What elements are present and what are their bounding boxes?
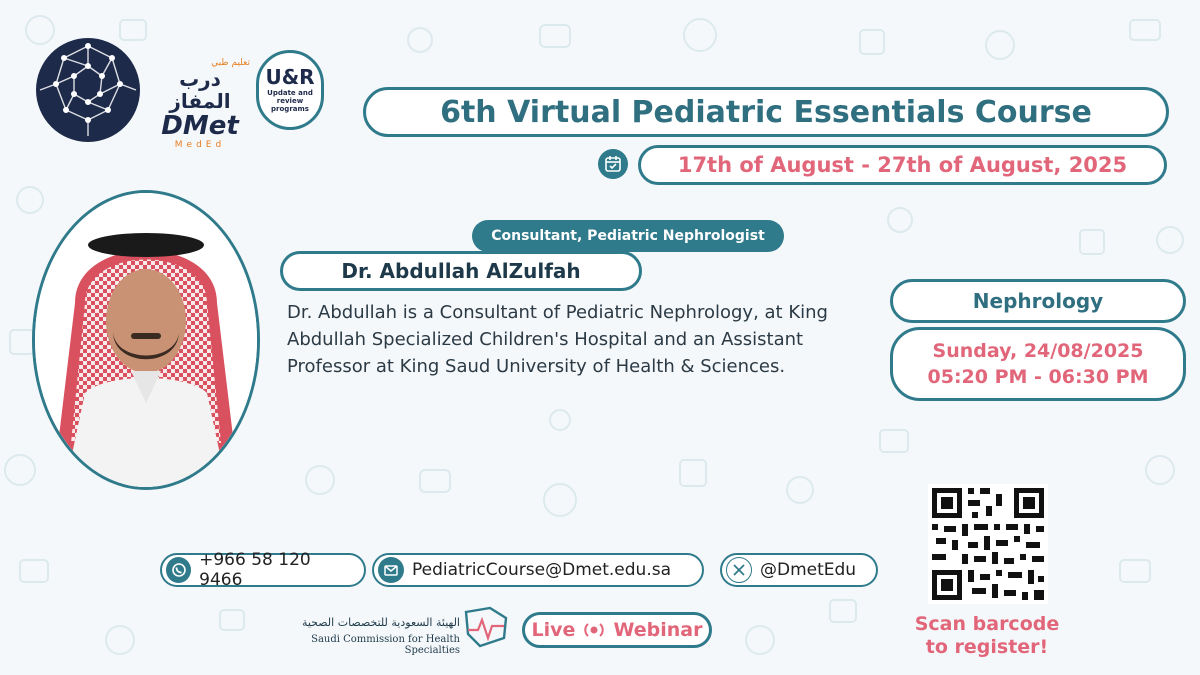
live-webinar-badge: [522, 612, 712, 648]
qr-code[interactable]: [928, 484, 1048, 604]
dmet-name: DMet: [161, 111, 239, 141]
course-dates-text: 17th of August - 27th of August, 2025: [677, 153, 1128, 177]
x-twitter-icon: [726, 557, 752, 583]
course-dates: [638, 145, 1167, 185]
speaker-photo: [32, 190, 260, 490]
dmet-arabic-small: تعليم طبي: [211, 58, 250, 68]
dmet-globe-logo: [34, 36, 142, 144]
speaker-role: [472, 220, 784, 252]
session-topic: [890, 279, 1186, 323]
email-contact[interactable]: [372, 553, 704, 587]
speaker-bio: Dr. Abdullah is a Consultant of Pediatric Nephrology, at King Abdullah Specialized Children's Hospital and an Assistant Professor at King Saud University of Health & Sciences.: [287, 302, 828, 377]
scfhs-english: Saudi Commission for Health Specialties: [311, 634, 460, 656]
speaker-role-text: Consultant, Pediatric Nephrologist: [491, 228, 765, 244]
qr-caption-line2: to register!: [925, 636, 1049, 658]
dmet-arabic: درب المفاز: [169, 67, 231, 113]
ur-sub: Update and review programs: [267, 89, 313, 113]
social-text: @DmetEdu: [760, 560, 857, 580]
email-text: PediatricCourse@Dmet.edu.sa: [412, 560, 671, 580]
live-text: Live: [531, 619, 576, 641]
session-datetime: [890, 327, 1186, 401]
qr-caption-line1: Scan barcode: [914, 613, 1060, 635]
qr-caption: [898, 613, 1076, 659]
mail-icon: [378, 557, 404, 583]
ur-title: U&R: [265, 65, 315, 89]
scfhs-logo: [262, 604, 516, 654]
scfhs-emblem-icon: [460, 604, 512, 650]
session-topic-text: Nephrology: [972, 289, 1104, 313]
speaker-name: [280, 251, 642, 291]
broadcast-icon: [579, 620, 609, 640]
course-title-text: 6th Virtual Pediatric Essentials Course: [440, 94, 1092, 130]
phone-text: +966 58 120 9466: [199, 550, 311, 590]
social-contact[interactable]: [720, 553, 878, 587]
dmet-sub: MedEd: [174, 140, 226, 150]
phone-contact[interactable]: [160, 550, 366, 590]
session-time: 05:20 PM - 06:30 PM: [927, 366, 1149, 388]
ur-badge: [256, 50, 324, 130]
dmet-wordmark: [150, 58, 250, 150]
calendar-icon: [598, 149, 628, 179]
session-date: Sunday, 24/08/2025: [932, 340, 1144, 362]
whatsapp-icon: [166, 557, 191, 583]
scfhs-arabic: الهيئة السعودية للتخصصات الصحية: [301, 616, 460, 629]
speaker-portrait-illustration: [35, 193, 257, 487]
speaker-name-text: Dr. Abdullah AlZulfah: [341, 259, 581, 283]
webinar-text: Webinar: [613, 619, 703, 641]
course-title: [363, 87, 1169, 137]
